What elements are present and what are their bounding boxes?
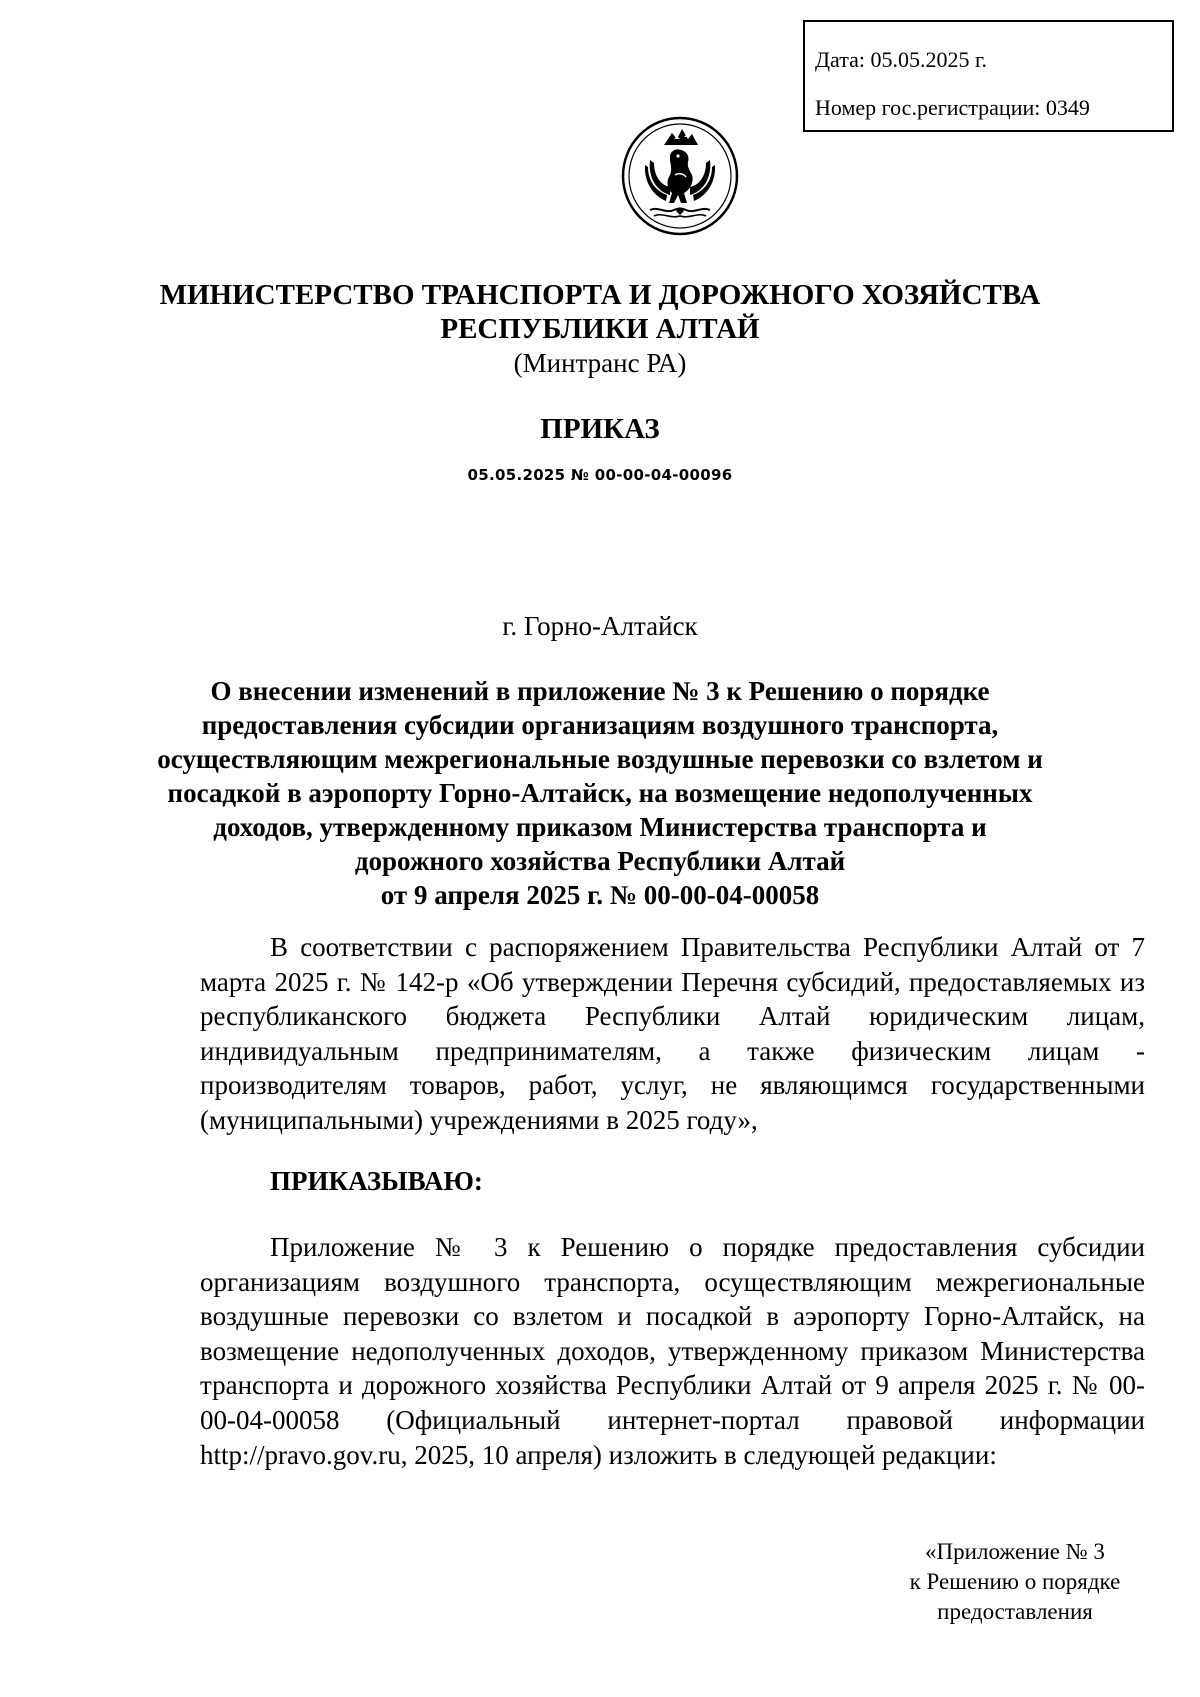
document-subject xyxy=(0,674,1200,912)
preamble-paragraph xyxy=(200,930,1145,1138)
registration-number xyxy=(815,84,1172,132)
appendix-heading xyxy=(880,1537,1150,1627)
subject-line: осуществляющим межрегиональные воздушные перевозки со взлетом и xyxy=(157,744,1043,774)
appendix-line2: к Решению о порядке xyxy=(909,1569,1121,1594)
registration-date-label: Дата: xyxy=(815,47,865,72)
appendix-line3: предоставления xyxy=(937,1599,1093,1624)
subject-line: предоставления субсидии организациям воздушного транспорта, xyxy=(201,710,999,740)
document-type: ПРИКАЗ xyxy=(540,413,660,445)
registration-date-value: 05.05.2025 г. xyxy=(870,47,988,72)
coat-of-arms-icon xyxy=(620,115,740,237)
ministry-short-name: (Минтранс РА) xyxy=(513,348,687,378)
document-number: 05.05.2025 № 00-00-04-00096 xyxy=(467,466,733,484)
ministry-name xyxy=(0,278,1200,346)
subject-line: О внесении изменений в приложение № 3 к Решению о порядке xyxy=(210,676,990,706)
order-verb: ПРИКАЗЫВАЮ: xyxy=(270,1166,483,1196)
subject-line: от 9 апреля 2025 г. № 00-00-04-00058 xyxy=(380,880,820,910)
preamble-text: В соответствии с распоряжением Правительства Республики Алтай от 7 марта 2025 г. № 142-р «Об утверждении Перечня субсидий, предоставляемых из республиканского бюджета Республики Алтай юридическим лицам, индивидуальным предпринимателям, а также физическим лицам - производителям товаров, работ, услуг, не являющимся государственными (муниципальными) учреждениями в 2025 году», xyxy=(200,932,1145,1135)
order-text: Приложение № 3 к Решению о порядке предоставления субсидии организациям воздушного транспорта, осуществляющим межрегиональные воздушные перевозки со взлетом и посадкой в аэропорту Горно-Алтайск, на возмещение недополученных доходов, утвержденному приказом Министерства транспорта и дорожного хозяйства Республики Алтай от 9 апреля 2025 г. № 00-00-04-00058 (Официальный интернет-портал правовой информации http://pravo.gov.ru, 2025, 10 апреля) изложить в следующей редакции: xyxy=(200,1232,1145,1470)
registration-number-label: Номер гос.регистрации: xyxy=(815,95,1041,120)
registration-stamp xyxy=(803,20,1174,132)
ministry-name-line2: РЕСПУБЛИКИ АЛТАЙ xyxy=(440,313,760,345)
order-paragraph xyxy=(200,1230,1145,1472)
subject-line: доходов, утвержденному приказом Министерства транспорта и xyxy=(213,812,987,842)
subject-line: дорожного хозяйства Республики Алтай xyxy=(354,846,846,876)
ministry-name-line1: МИНИСТЕРСТВО ТРАНСПОРТА И ДОРОЖНОГО ХОЗЯЙСТВА xyxy=(159,279,1041,311)
appendix-line1: «Приложение № 3 xyxy=(925,1539,1105,1564)
registration-date xyxy=(815,36,1172,84)
registration-number-value: 0349 xyxy=(1045,95,1090,120)
subject-line: посадкой в аэропорту Горно-Алтайск, на возмещение недополученных xyxy=(167,778,1033,808)
document-city: г. Горно-Алтайск xyxy=(502,611,698,641)
